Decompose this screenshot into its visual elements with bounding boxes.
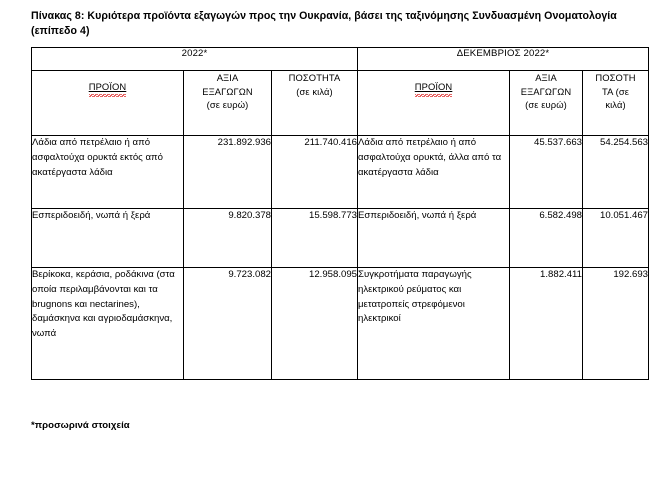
product-label-month: ΠΡΟΪΟΝ [415, 80, 453, 96]
value-month-label-line2: ΕΞΑΓΩΓΩΝ [520, 85, 572, 97]
cell-quantity-month: 10.051.467 [583, 209, 649, 268]
product-label-year: ΠΡΟΪΟΝ [89, 80, 127, 96]
column-header-product-year [32, 71, 184, 136]
value-label-line1: ΑΞΙΑ [216, 72, 239, 84]
cell-value-month: 45.537.663 [510, 136, 583, 209]
page-title: Πίνακας 8: Κυριότερα προϊόντα εξαγωγών προς την Ουκρανία, βάσει της ταξινόμησης Συνδυασμένη Ονοματολογία (επίπεδο 4) [31, 10, 617, 38]
column-header-quantity-month [583, 71, 649, 136]
cell-quantity-year: 12.958.095 [272, 268, 358, 380]
cell-product-year: Εσπεριδοειδή, νωπά ή ξερά [32, 209, 184, 268]
cell-value-year: 9.820.378 [184, 209, 272, 268]
group-header-month: ΔΕΚΕΜΒΡΙΟΣ 2022* [358, 48, 649, 71]
quantity-label-line1: ΠΟΣΟΤΗΤΑ [288, 72, 341, 84]
cell-product-month: Λάδια από πετρέλαιο ή από ασφαλτούχα ορυκτά, άλλα από τα ακατέργαστα λάδια [358, 136, 510, 209]
quantity-month-label-line3: κιλά) [605, 99, 626, 111]
cell-value-year: 231.892.936 [184, 136, 272, 209]
quantity-month-label-line1: ΠΟΣΟΤΗ [595, 72, 636, 84]
table-row [32, 136, 649, 209]
quantity-month-label-line2: ΤΑ (σε [601, 85, 630, 97]
column-header-quantity-year [272, 71, 358, 136]
table-row [32, 268, 649, 380]
quantity-label-line2: (σε κιλά) [296, 85, 333, 97]
value-label-line2: ΕΞΑΓΩΓΩΝ [202, 85, 253, 97]
column-header-value-year [184, 71, 272, 136]
cell-product-year: Λάδια από πετρέλαιο ή από ασφαλτούχα ορυκτά εκτός από ακατέργαστα λάδια [32, 136, 184, 209]
value-label-line3: (σε ευρώ) [206, 99, 249, 111]
cell-product-year: Βερίκοκα, κεράσια, ροδάκινα (στα οποία περιλαμβάνονται και τα brugnons και nectarines), δαμάσκηνα και αγριοδαμάσκηνα, νωπά [32, 268, 184, 380]
value-month-label-line3: (σε ευρώ) [525, 99, 567, 111]
cell-quantity-month: 192.693 [583, 268, 649, 380]
table-row [32, 209, 649, 268]
value-month-label-line1: ΑΞΙΑ [535, 72, 557, 84]
cell-value-month: 6.582.498 [510, 209, 583, 268]
cell-value-month: 1.882.411 [510, 268, 583, 380]
cell-value-year: 9.723.082 [184, 268, 272, 380]
cell-product-month: Συγκροτήματα παραγωγής ηλεκτρικού ρεύματος και μετατροπείς στρεφόμενοι ηλεκτρικοί [358, 268, 510, 380]
table-footnote: *προσωρινά στοιχεία [31, 420, 130, 432]
group-header-row [32, 48, 649, 71]
cell-quantity-month: 54.254.563 [583, 136, 649, 209]
column-header-product-month [358, 71, 510, 136]
column-header-value-month [510, 71, 583, 136]
cell-quantity-year: 211.740.416 [272, 136, 358, 209]
exports-table [31, 47, 649, 380]
cell-product-month: Εσπεριδοειδή, νωπά ή ξερά [358, 209, 510, 268]
group-header-year: 2022* [32, 48, 358, 71]
cell-quantity-year: 15.598.773 [272, 209, 358, 268]
column-header-row [32, 71, 649, 136]
table-body [32, 136, 649, 380]
table-head [32, 48, 649, 136]
